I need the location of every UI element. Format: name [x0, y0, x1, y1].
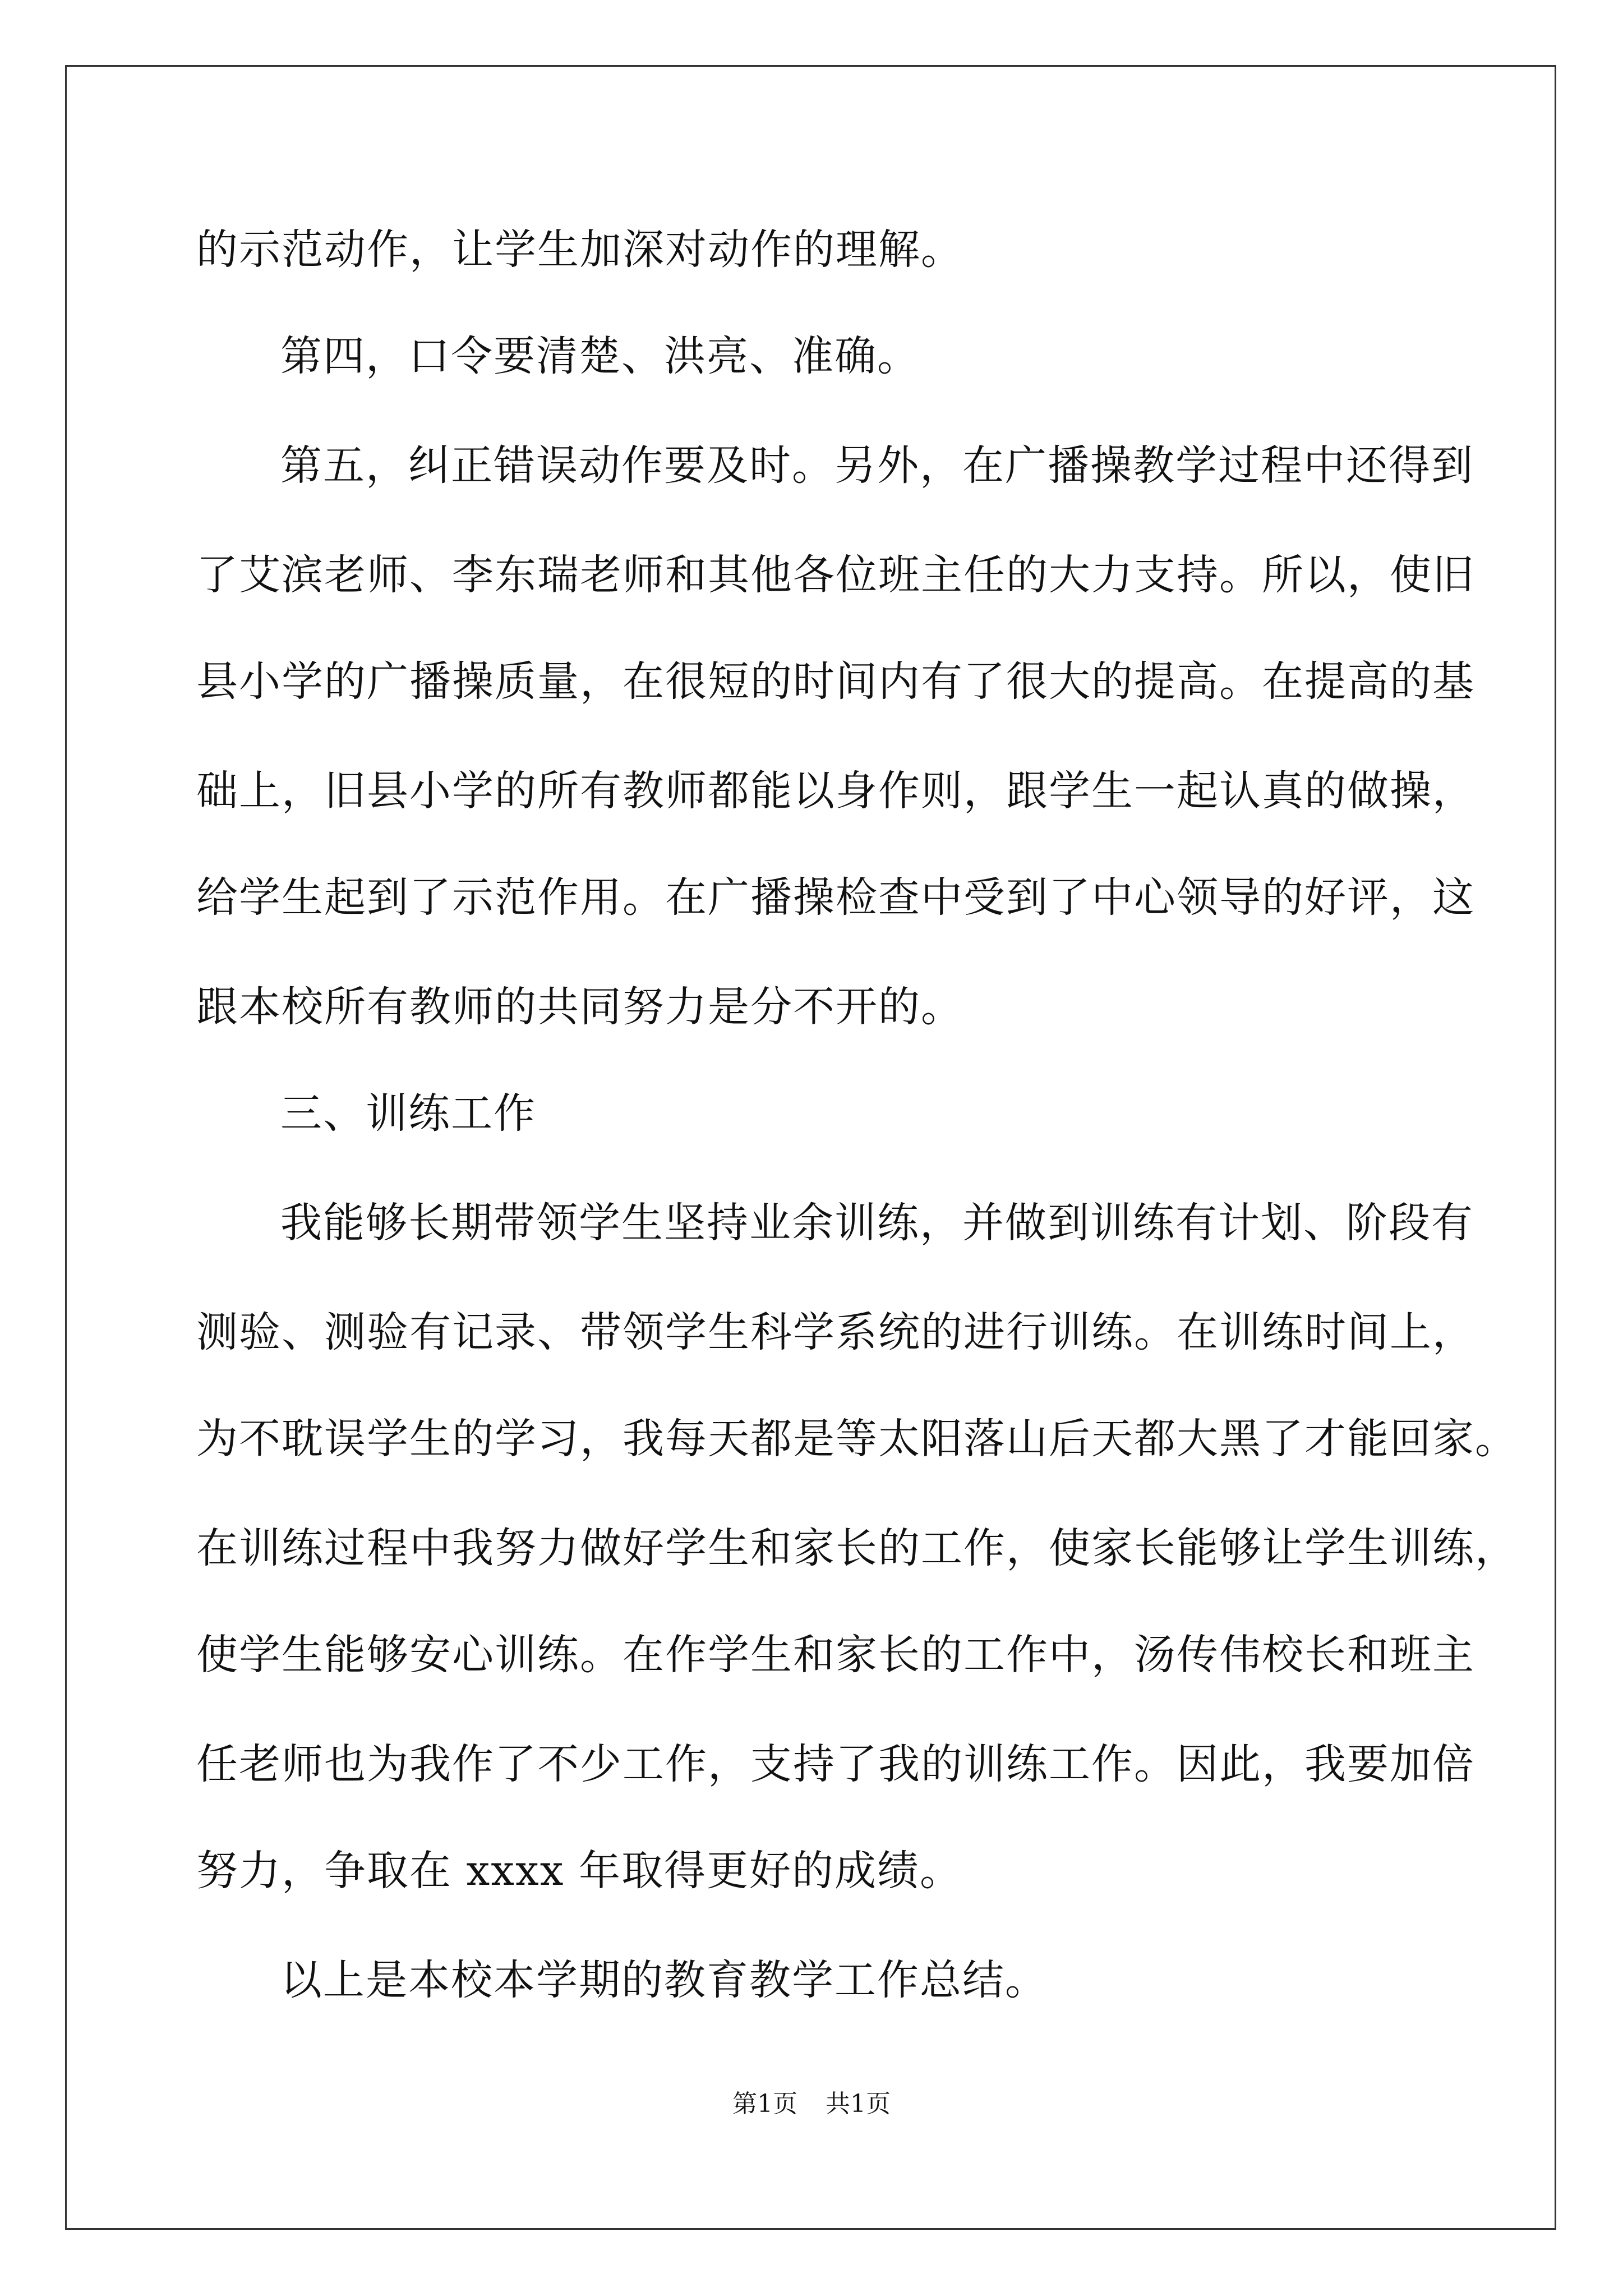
text-line: 任老师也为我作了不少工作，支持了我的训练工作。因此，我要加倍	[196, 1740, 1475, 1788]
text-line: 测验、测验有记录、带领学生科学系统的进行训练。在训练时间上，	[196, 1308, 1475, 1356]
paragraph-line: 我能够长期带领学生坚持业余训练，并做到训练有计划、阶段有	[280, 1199, 1474, 1247]
text-line: 的示范动作，让学生加深对动作的理解。	[196, 226, 963, 274]
text-line: 为不耽误学生的学习，我每天都是等太阳落山后天都大黑了才能回家。	[196, 1415, 1518, 1463]
text-line: 了艾滨老师、李东瑞老师和其他各位班主任的大力支持。所以，使旧	[196, 551, 1475, 599]
text-line: 县小学的广播操质量，在很短的时间内有了很大的提高。在提高的基	[196, 657, 1475, 706]
page-number-total: 共1页	[826, 2090, 891, 2118]
text-line: 使学生能够安心训练。在作学生和家长的工作中，汤传伟校长和班主	[196, 1631, 1475, 1679]
page-footer	[0, 2087, 1623, 2121]
text-line: 在训练过程中我努力做好学生和家长的工作，使家长能够让学生训练，	[196, 1524, 1518, 1572]
page-number-current: 第1页	[732, 2090, 797, 2118]
text-line: 跟本校所有教师的共同努力是分不开的。	[196, 983, 963, 1031]
paragraph-line: 以上是本校本学期的教育教学工作总结。	[280, 1956, 1048, 2004]
paragraph-line: 第五，纠正错误动作要及时。另外，在广播操教学过程中还得到	[280, 441, 1474, 490]
text-line: 努力，争取在 xxxx 年取得更好的成绩。	[196, 1847, 962, 1895]
paragraph-line: 第四，口令要清楚、洪亮、准确。	[280, 332, 920, 380]
section-heading: 三、训练工作	[280, 1089, 536, 1138]
text-line: 给学生起到了示范作用。在广播操检查中受到了中心领导的好评，这	[196, 873, 1475, 922]
page-border	[65, 65, 1556, 2230]
text-line: 础上，旧县小学的所有教师都能以身作则，跟学生一起认真的做操，	[196, 767, 1475, 815]
